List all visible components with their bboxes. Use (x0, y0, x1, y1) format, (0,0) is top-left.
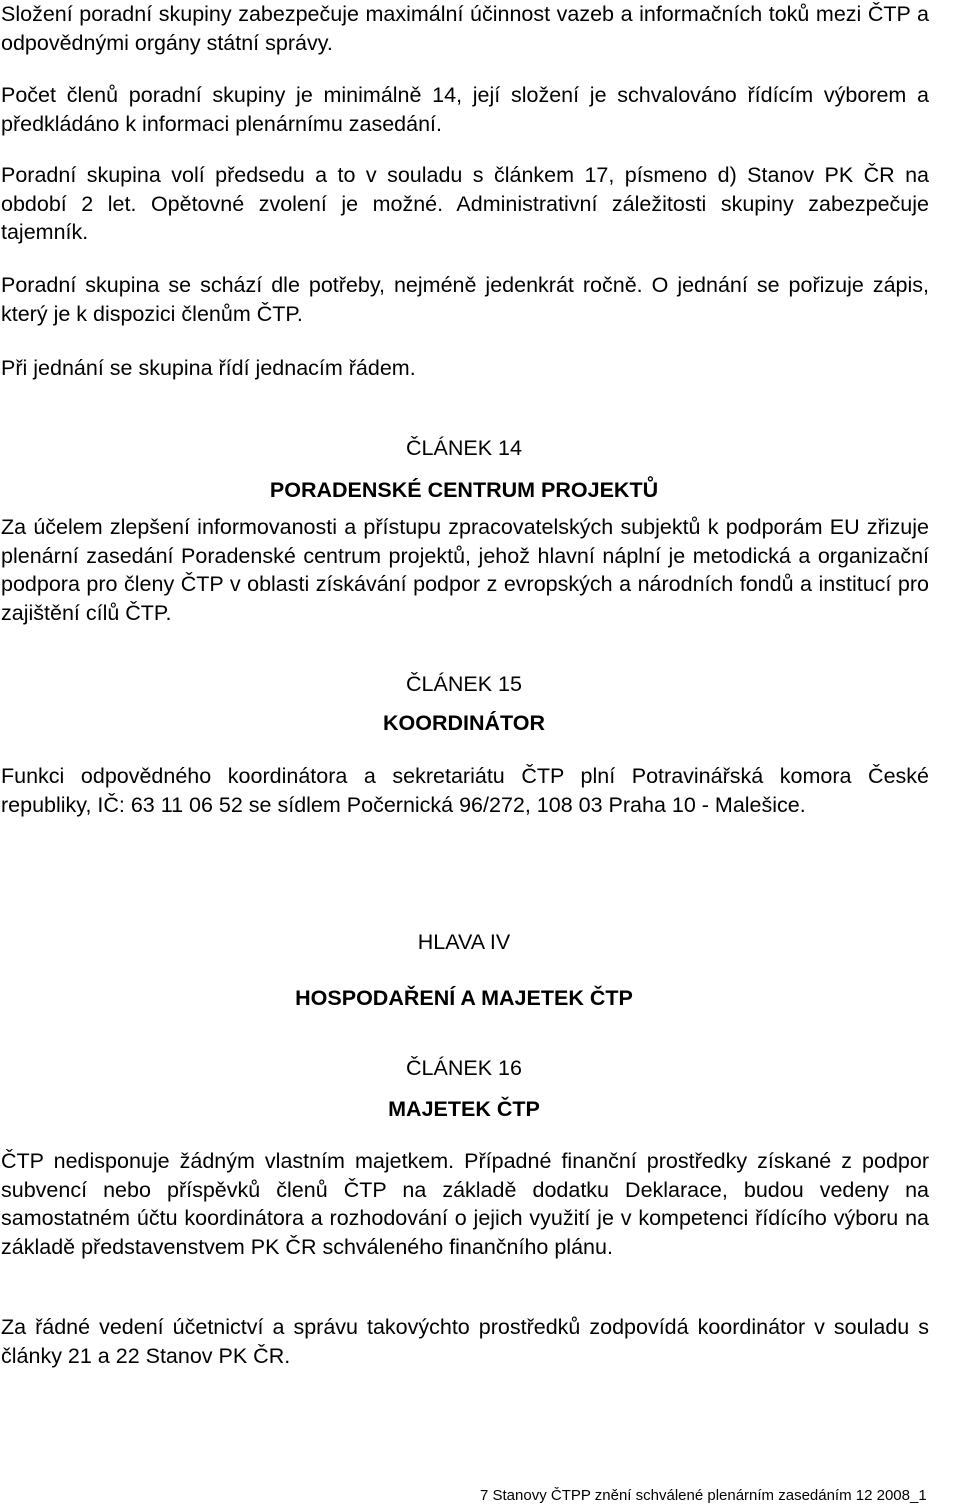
article-16-title: MAJETEK ČTP (388, 1097, 540, 1121)
article-14-number: ČLÁNEK 14 (406, 436, 522, 460)
article-16-number: ČLÁNEK 16 (406, 1056, 522, 1080)
article-15-body: Funkci odpovědného koordinátora a sekretariátu ČTP plní Potravinářská komora České republiky, IČ: 63 11 06 52 se sídlem Počernická 96/272, 108 03 Praha 10 - Malešice. (1, 764, 929, 817)
chapter-4-number: HLAVA IV (417, 930, 511, 954)
page-footer: 7 Stanovy ČTPP znění schválené plenárním zasedáním 12 2008_1 (480, 1487, 927, 1504)
paragraph-member-count: Počet členů poradní skupiny je minimálně 14, její složení je schvalováno řídícím výborem a předkládáno k informaci plenárnímu zasedání. (1, 83, 929, 136)
article-16-body-2: Za řádné vedení účetnictví a správu takovýchto prostředků zodpovídá koordinátor v souladu s články 21 a 22 Stanov PK ČR. (1, 1315, 929, 1368)
article-15-number: ČLÁNEK 15 (406, 672, 522, 696)
article-15-title: KOORDINÁTOR (382, 711, 546, 735)
paragraph-chairman: Poradní skupina volí předsedu a to v souladu s článkem 17, písmeno d) Stanov PK ČR na období 2 let. Opětovné zvolení je možné. Administrativní záležitosti skupiny zabezpečuje tajemník. (1, 163, 929, 244)
paragraph-rules: Při jednání se skupina řídí jednacím řádem. (1, 356, 416, 380)
paragraph-meetings: Poradní skupina se schází dle potřeby, nejméně jedenkrát ročně. O jednání se pořizuje zápis, který je k dispozici členům ČTP. (1, 273, 929, 326)
chapter-4-title: HOSPODAŘENÍ A MAJETEK ČTP (295, 986, 633, 1010)
article-16-body-1: ČTP nedisponuje žádným vlastním majetkem. Případné finanční prostředky získané z podpor subvencí nebo příspěvků členů ČTP na základě dodatku Deklarace, budou vedeny na samostatném účtu koordinátora a rozhodování o jejich využití je v kompetenci řídícího výboru na základě představenstvem PK ČR schváleného finančního plánu. (1, 1149, 929, 1259)
article-14-body: Za účelem zlepšení informovanosti a přístupu zpracovatelských subjektů k podporám EU zřizuje plenární zasedání Poradenské centrum projektů, jehož hlavní náplní je metodická a organizační podpora pro členy ČTP v oblasti získávání podpor z evropských a národních fondů a institucí pro zajištění cílů ČTP. (1, 515, 929, 625)
paragraph-advisory-composition: Složení poradní skupiny zabezpečuje maximální účinnost vazeb a informačních toků mezi ČTP a odpovědnými orgány státní správy. (1, 2, 929, 55)
article-14-title: PORADENSKÉ CENTRUM PROJEKTŮ (269, 478, 659, 502)
